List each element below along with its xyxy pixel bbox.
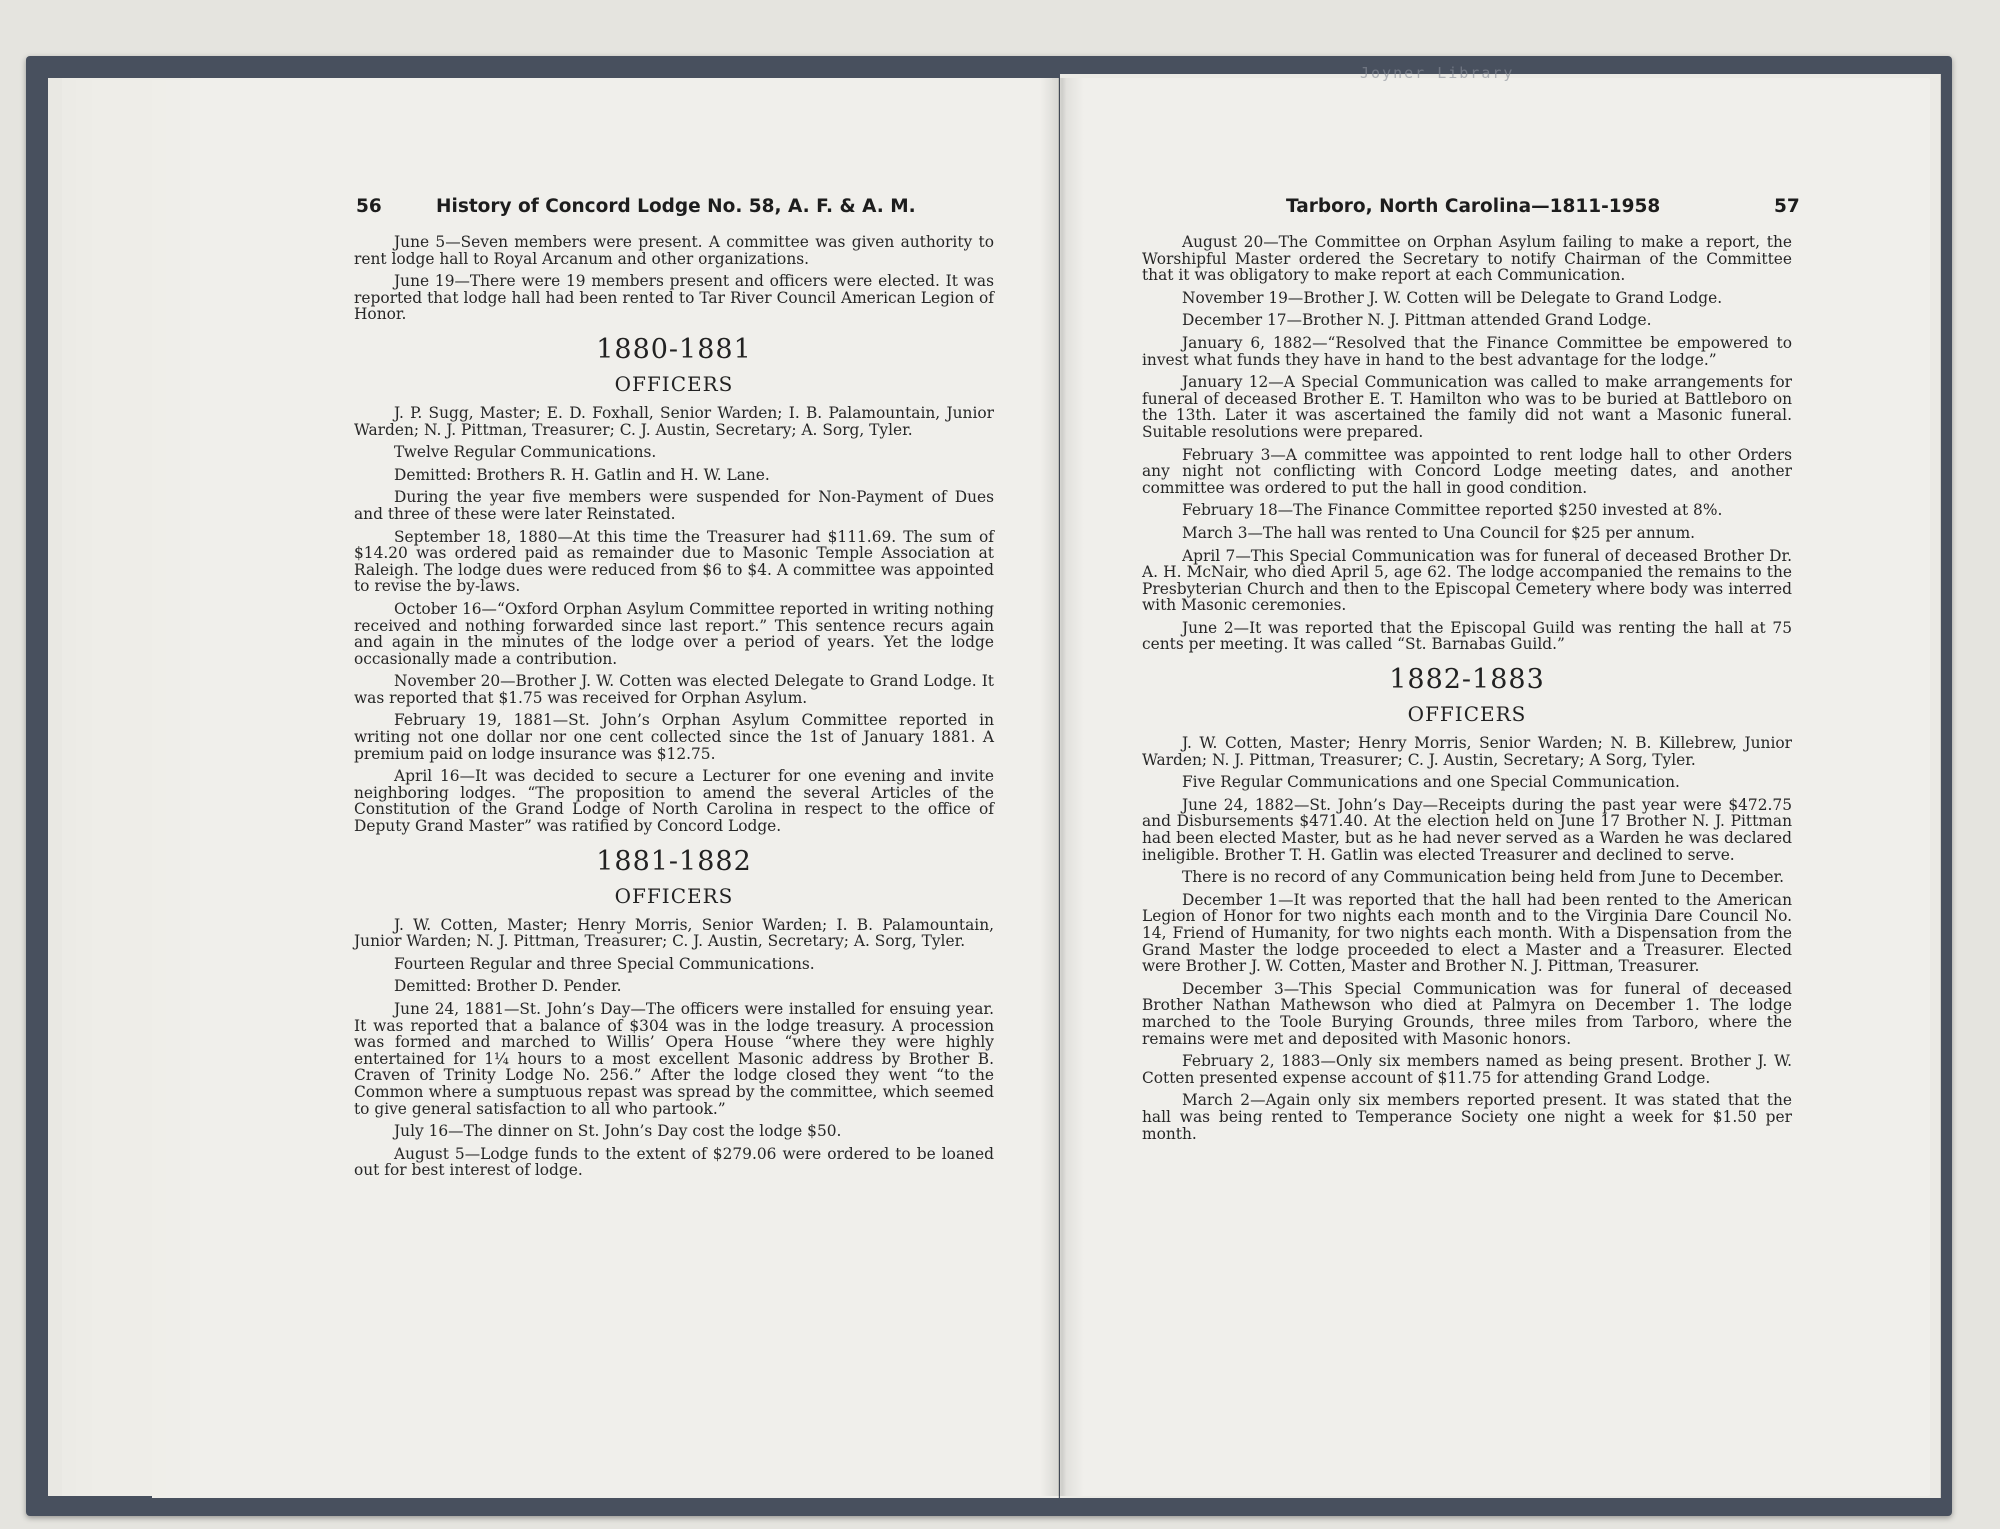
- paragraph: July 16—The dinner on St. John’s Day cost the lodge $50.: [394, 1122, 842, 1141]
- page-number: 56: [356, 196, 382, 217]
- paragraph: November 20—Brother J. W. Cotten was elected Delegate to Grand Lodge. It was reported that $1.75 was received for Orphan Asylum.: [354, 672, 994, 707]
- paragraph: June 2—It was reported that the Episcopal Guild was renting the hall at 75 cents per meeting. It was called “St. Barnabas Guild.”: [1142, 618, 1792, 654]
- paragraph: During the year five members were suspended for Non-Payment of Dues and three of these were later Reinstated.: [354, 488, 994, 523]
- paragraph: October 16—“Oxford Orphan Asylum Committee reported in writing nothing received and nothing forwarded since last report.” This sentence recurs again and again in the minutes of the lodge over a period of years. Yet the lodge occasionally made a contribution.: [354, 599, 994, 668]
- paragraph: June 24, 1881—St. John’s Day—The officers were installed for ensuing year. It was reported that a balance of $304 was in the lodge treasury. A procession was formed and marched to Willis’ Opera House “where they were highly entertained for 1¼ hours to a most excellent Masonic address by Brother B. Craven of Trinity Lodge No. 256.” After the lodge closed they went “to the Common where a sumptuous repast was spread by the committee, which seemed to give general satisfaction to all who partook.”: [354, 1000, 994, 1118]
- paragraph: February 2, 1883—Only six members named as being present. Brother J. W. Cotten presented expense account of $11.75 for attending Grand Lodge.: [1142, 1052, 1792, 1087]
- paragraph: J. P. Sugg, Master; E. D. Foxhall, Senior Warden; I. B. Palamountain, Junior Warden; N. J. Pittman, Treasurer; C. J. Austin, Secretary; A. Sorg, Tyler.: [354, 403, 994, 439]
- section-subheading: OFFICERS: [1407, 702, 1527, 727]
- paragraph: December 17—Brother N. J. Pittman attended Grand Lodge.: [1182, 311, 1652, 330]
- paragraph: Demitted: Brothers R. H. Gatlin and H. W. Lane.: [394, 465, 770, 484]
- paragraph: March 2—Again only six members reported present. It was stated that the hall was being rented to Temperance Society one night a week for $1.50 per month.: [1142, 1091, 1792, 1143]
- running-title: History of Concord Lodge No. 58, A. F. & A. M.: [436, 196, 916, 217]
- section-heading: 1881-1882: [596, 845, 752, 877]
- section-subheading: OFFICERS: [614, 371, 734, 396]
- section-subheading: OFFICERS: [614, 883, 734, 908]
- section-heading: 1882-1883: [1389, 664, 1545, 696]
- paragraph: August 5—Lodge funds to the extent of $279.06 were ordered to be loaned out for best interest of lodge.: [354, 1144, 994, 1180]
- paragraph: February 3—A committee was appointed to rent lodge hall to other Orders any night not conflicting with Concord Lodge meeting dates, and another committee was ordered to put the hall in good condition.: [1142, 445, 1792, 497]
- paragraph: Five Regular Communications and one Special Communication.: [1182, 773, 1680, 792]
- paragraph: June 5—Seven members were present. A committee was given authority to rent lodge hall to Royal Arcanum and other organizations.: [354, 233, 994, 268]
- page-number: 57: [1774, 196, 1800, 217]
- paragraph: February 19, 1881—St. John’s Orphan Asylum Committee reported in writing not one dollar nor one cent collected since the 1st of January 1881. A premium paid on lodge insurance was $12.75.: [354, 711, 994, 763]
- paragraph: December 1—It was reported that the hall had been rented to the American Legion of Honor for two nights each month and to the Virginia Dare Council No. 14, Friend of Humanity, for two nights each month. With a Dispensation from the Grand Master the lodge proceeded to elect a Master and a Treasurer. Elected were Brother J. W. Cotten, Master and Brother N. J. Pittman, Treasurer.: [1142, 890, 1792, 976]
- paragraph: January 6, 1882—“Resolved that the Finance Committee be empowered to invest what funds they have in hand to the best advantage for the lodge.”: [1142, 333, 1792, 369]
- paragraph: December 3—This Special Communication was for funeral of deceased Brother Nathan Mathewson who died at Palmyra on December 1. The lodge marched to the Toole Burying Grounds, three miles from Tarboro, where the remains were met and deposited with Masonic honors.: [1142, 979, 1792, 1048]
- paragraph: September 18, 1880—At this time the Treasurer had $111.69. The sum of $14.20 was ordered paid as remainder due to Masonic Temple Association at Raleigh. The lodge dues were reduced from $6 to $4. A committee was appointed to revise the by-laws.: [354, 527, 994, 596]
- section-heading: 1880-1881: [596, 333, 752, 365]
- paragraph: March 3—The hall was rented to Una Council for $25 per annum.: [1182, 523, 1696, 542]
- running-title: Tarboro, North Carolina—1811-1958: [1286, 196, 1661, 217]
- paragraph: There is no record of any Communication being held from June to December.: [1182, 868, 1785, 887]
- left-page-header: [190, 196, 1052, 222]
- right-page: [1060, 78, 1930, 1496]
- left-page-text: [354, 234, 994, 1185]
- paragraph: Twelve Regular Communications.: [394, 443, 657, 462]
- left-page: [190, 78, 1052, 1496]
- right-page-header: [1060, 196, 1930, 222]
- library-stamp: Joyner Library: [1360, 66, 1515, 82]
- book-gutter: [1040, 78, 1084, 1496]
- paragraph: Demitted: Brother D. Pender.: [394, 977, 622, 996]
- paragraph: November 19—Brother J. W. Cotten will be Delegate to Grand Lodge.: [1182, 288, 1723, 307]
- paragraph: Fourteen Regular and three Special Communications.: [394, 954, 815, 973]
- paragraph: J. W. Cotten, Master; Henry Morris, Senior Warden; N. B. Killebrew, Junior Warden; N. J. Pittman, Treasurer; C. J. Austin, Secretary; A Sorg, Tyler.: [1142, 734, 1792, 769]
- paragraph: June 19—There were 19 members present and officers were elected. It was reported that lodge hall had been rented to Tar River Council American Legion of Honor.: [354, 272, 994, 324]
- paragraph: J. W. Cotten, Master; Henry Morris, Senior Warden; I. B. Palamountain, Junior Warden; N. J. Pittman, Treasurer; C. J. Austin, Secretary; A. Sorg, Tyler.: [354, 915, 994, 951]
- paragraph: June 24, 1882—St. John’s Day—Receipts during the past year were $472.75 and Disbursements $471.40. At the election held on June 17 Brother N. J. Pittman had been elected Master, but as he had never served as a Warden he was declared ineligible. Brother T. H. Gatlin was elected Treasurer and declined to serve.: [1142, 795, 1792, 864]
- right-page-text: [1142, 234, 1792, 1148]
- paragraph: January 12—A Special Communication was called to make arrangements for funeral of deceased Brother E. T. Hamilton who was to be buried at Battleboro on the 13th. Later it was ascertained the family did not want a Masonic funeral. Suitable resolutions were prepared.: [1142, 373, 1792, 441]
- paragraph: April 7—This Special Communication was for funeral of deceased Brother Dr. A. H. McNair, who died April 5, age 62. The lodge accompanied the remains to the Presbyterian Church and then to the Episcopal Cemetery where body was interred with Masonic ceremonies.: [1142, 546, 1792, 615]
- paragraph: August 20—The Committee on Orphan Asylum failing to make a report, the Worshipful Master ordered the Secretary to notify Chairman of the Committee that it was obligatory to make report at each Communication.: [1142, 233, 1792, 285]
- paragraph: April 16—It was decided to secure a Lecturer for one evening and invite neighboring lodges. “The proposition to amend the several Articles of the Constitution of the Grand Lodge of North Carolina in respect to the office of Deputy Grand Master” was ratified by Concord Lodge.: [354, 767, 994, 836]
- paragraph: February 18—The Finance Committee reported $250 invested at 8%.: [1182, 501, 1723, 520]
